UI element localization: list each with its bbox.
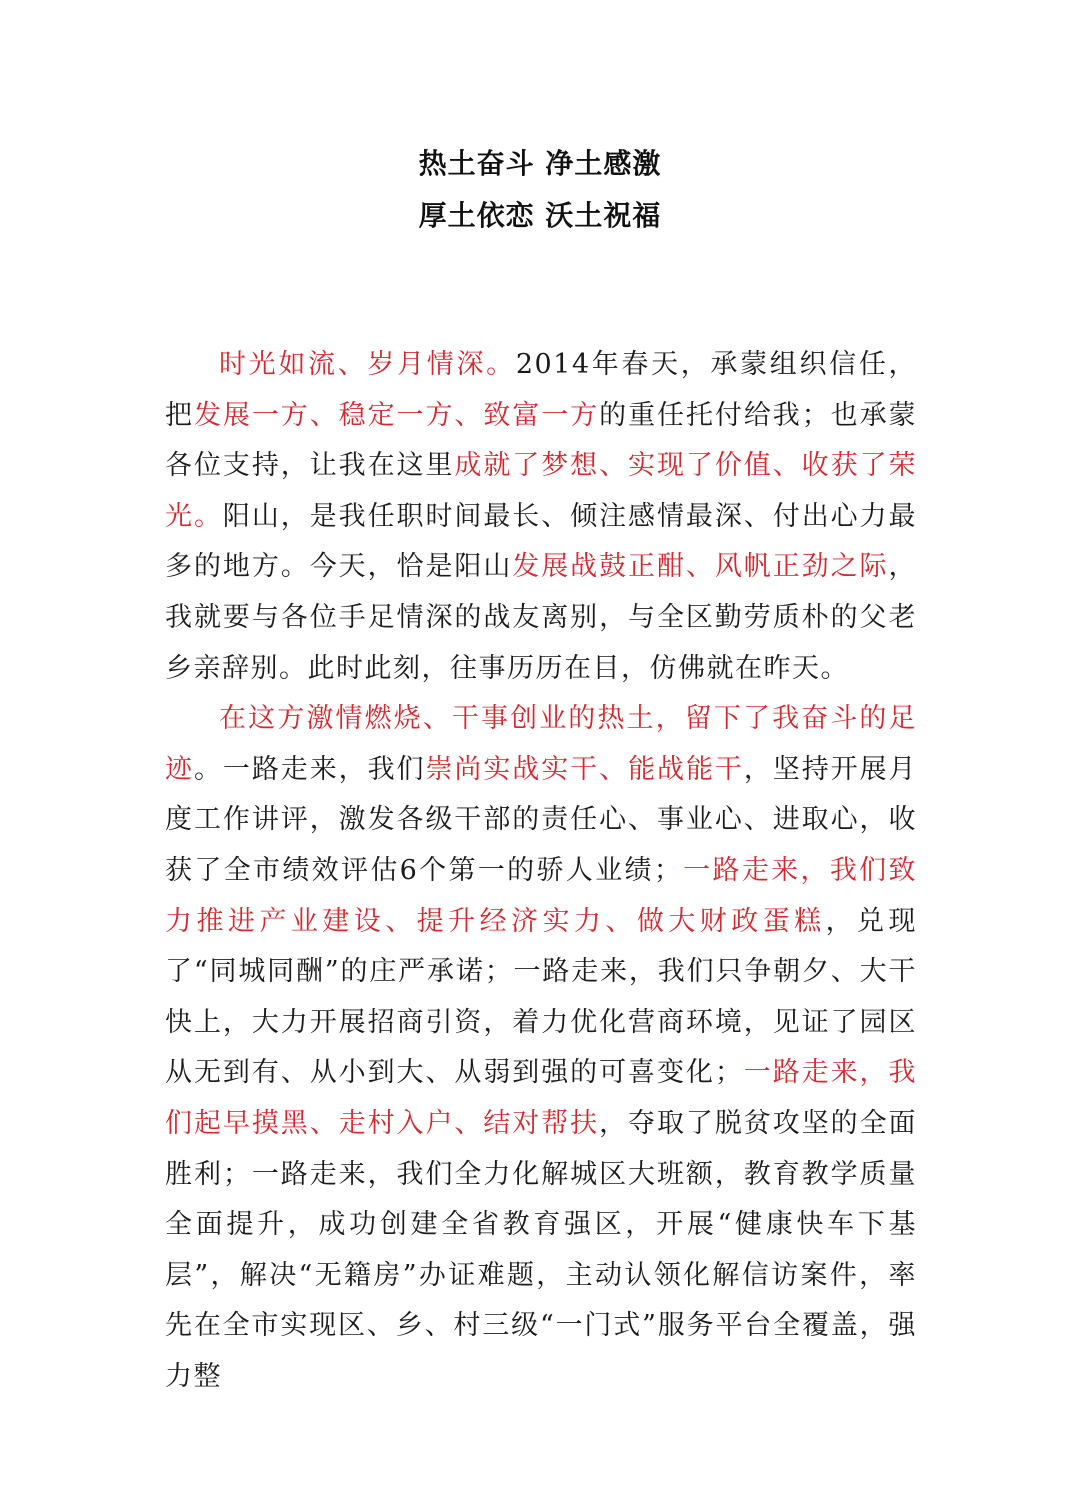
highlighted-text: 时光如流、岁月情深。 — [219, 349, 516, 380]
body-text: 阳山，是我任职时间最长、倾注感情最深、付出心力最多的地方。今天，恰是阳山 — [165, 500, 918, 583]
highlighted-text: 一路走来，我们致力推进产业建设、提升经济实力、做大财政蛋糕 — [165, 854, 918, 937]
highlighted-text: 在这方激情燃烧、干事创业的热土，留下了我奋斗的足迹 — [165, 703, 917, 785]
highlighted-text: 发展一方、稳定一方、致富一方 — [193, 399, 600, 431]
body-text: ，兑现了“同城同酬”的庄严承诺；一路走来，我们只争朝夕、大干快上，大力开展招商引资，着力优化营商环境，见证了园区从无到有、从小到大、从弱到强的可喜变化； — [165, 905, 918, 1089]
highlighted-text: 成就了梦想、实现了价值、收获了荣光。 — [165, 450, 918, 532]
highlighted-text: 一路走来，我们起早摸黑、走村入户、结对帮扶 — [165, 1057, 917, 1139]
body-text: ，我就要与各位手足情深的战友离别，与全区勤劳质朴的父老乡亲辞别。此时此刻，往事历历在目，仿佛就在昨天。 — [165, 551, 918, 684]
body-text: ，坚持开展月度工作讲评，激发各级干部的责任心、事业心、进取心，收获了全市绩效评估6个第一的骄人业绩； — [165, 753, 918, 886]
body-text: 的重任托付给我；也承蒙各位支持，让我在这里 — [165, 399, 918, 482]
highlighted-text: 崇尚实战实干、能战能干 — [425, 753, 744, 785]
paragraph-1 — [165, 340, 917, 694]
paragraph-2 — [165, 694, 917, 1402]
document-title — [0, 138, 1080, 242]
body-text: 2014年春天，承蒙组织信任，把 — [165, 349, 918, 431]
title-line-2: 厚土依恋 沃土祝福 — [418, 199, 662, 232]
body-text: 。一路走来，我们 — [193, 753, 426, 785]
highlighted-text: 发展战鼓正酣、风帆正劲之际 — [512, 551, 889, 583]
document-body — [165, 340, 917, 1402]
title-line-1: 热土奋斗 净土感激 — [418, 147, 662, 180]
body-text: ，夺取了脱贫攻坚的全面胜利；一路走来，我们全力化解城区大班额，教育教学质量全面提升，成功创建全省教育强区，开展“健康快车下基层”，解决“无籍房”办证难题，主动认领化解信访案件，率先在全市实现区、乡、村三级“一门式”服务平台全覆盖，强力整 — [165, 1107, 918, 1392]
